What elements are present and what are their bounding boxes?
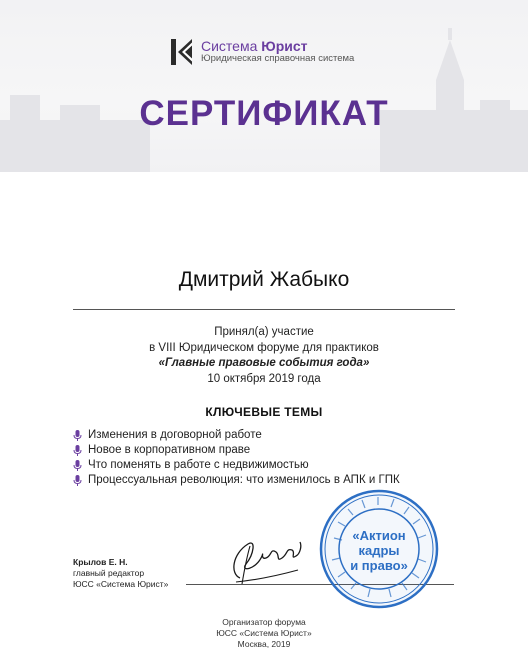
name-underline <box>73 309 455 310</box>
list-item <box>73 428 400 443</box>
list-item <box>73 458 400 473</box>
topic-text: Что поменять в работе с недвижимостью <box>88 459 309 471</box>
topics-title: КЛЮЧЕВЫЕ ТЕМЫ <box>205 405 323 419</box>
topic-text: Изменения в договорной работе <box>88 429 262 441</box>
topics-list <box>73 428 400 488</box>
forum-line: в VIII Юридическом форуме для практиков <box>149 341 379 354</box>
organizer-city-year: Москва, 2019 <box>237 639 291 649</box>
organizer-block <box>0 617 528 650</box>
participation-block <box>0 325 528 387</box>
recipient-name: Дмитрий Жабыко <box>178 268 350 291</box>
participation-line: Принял(а) участие <box>214 326 314 338</box>
list-item <box>73 443 400 458</box>
microphone-icon <box>73 445 82 456</box>
list-item <box>73 473 400 488</box>
certificate-title: СЕРТИФИКАТ <box>139 94 389 133</box>
brand-name <box>201 38 354 54</box>
organizer-label: Организатор форума <box>222 617 306 627</box>
brand-logo <box>171 38 354 65</box>
event-name: «Главные правовые события года» <box>158 357 370 369</box>
logo-icon <box>171 39 195 65</box>
editor-organization: ЮСС «Система Юрист» <box>73 579 169 589</box>
editor-name: Крылов Е. Н. <box>73 557 128 567</box>
microphone-icon <box>73 430 82 441</box>
editor-signature <box>226 534 306 588</box>
stamp-text-line3: и право» <box>350 558 408 573</box>
event-date: 10 октября 2019 года <box>207 372 321 385</box>
microphone-icon <box>73 460 82 471</box>
microphone-icon <box>73 475 82 486</box>
brand-tagline: Юридическая справочная система <box>201 53 355 65</box>
brand-name-bold: Юрист <box>261 38 308 54</box>
topic-text: Новое в корпоративном праве <box>88 444 251 456</box>
company-stamp <box>318 488 440 610</box>
building-background-image <box>0 0 528 172</box>
topic-text: Процессуальная революция: что изменилось в АПК и ГПК <box>88 474 400 486</box>
certificate-header <box>0 0 528 172</box>
stamp-text-line1: «Актион <box>352 528 406 543</box>
stamp-text-line2: кадры <box>358 543 400 558</box>
organizer-name: ЮСС «Система Юрист» <box>216 628 312 638</box>
brand-name-regular: Система <box>201 38 258 54</box>
editor-position: главный редактор <box>73 568 145 578</box>
editor-block <box>73 557 168 590</box>
